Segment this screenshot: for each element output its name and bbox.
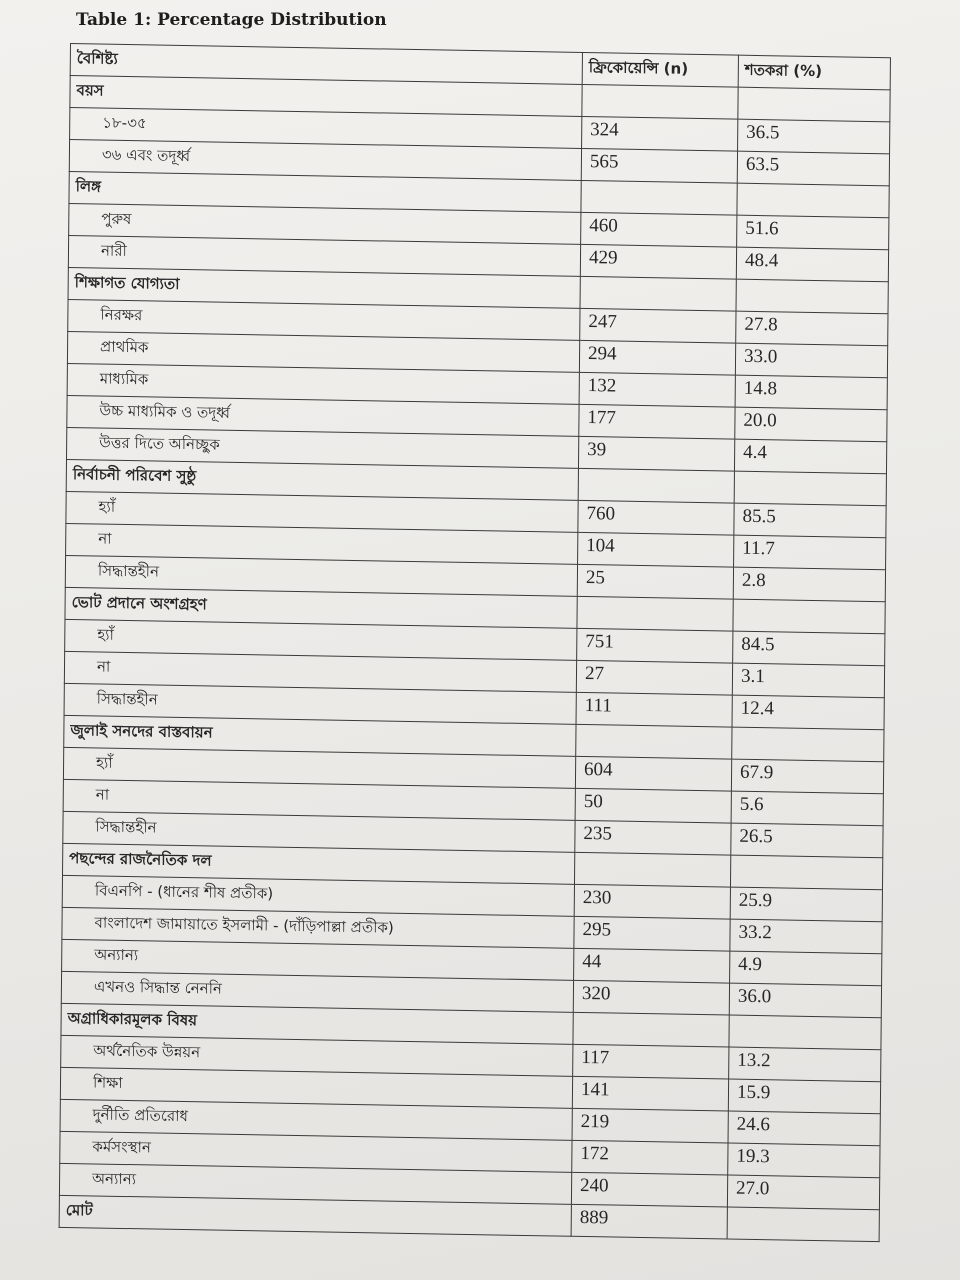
frequency-cell: 219: [572, 1108, 728, 1143]
total-percentage: [727, 1207, 879, 1242]
percentage-cell: [737, 183, 889, 218]
percentage-cell: 36.5: [738, 119, 890, 154]
row-label: প্রাথমিক: [67, 331, 579, 372]
frequency-cell: 295: [574, 916, 730, 951]
frequency-cell: 604: [575, 756, 731, 791]
row-label: অর্থনৈতিক উন্নয়ন: [61, 1035, 573, 1076]
frequency-cell: 240: [571, 1172, 727, 1207]
row-label: কর্মসংস্থান: [60, 1131, 572, 1172]
row-label: বাংলাদেশ জামায়াতে ইসলামী - (দাঁড়িপাল্লা প্রতীক): [62, 907, 574, 948]
frequency-cell: 39: [578, 436, 734, 471]
percentage-cell: 27.0: [727, 1175, 879, 1210]
row-label: হ্যাঁ: [63, 747, 575, 788]
frequency-cell: 104: [578, 532, 734, 567]
frequency-cell: 177: [579, 404, 735, 439]
row-label: সিদ্ধান্তহীন: [64, 683, 576, 724]
percentage-cell: 51.6: [737, 215, 889, 250]
header-characteristic: বৈশিষ্ট্য: [70, 44, 582, 85]
frequency-cell: 44: [574, 948, 730, 983]
frequency-cell: 247: [580, 308, 736, 343]
frequency-cell: 760: [578, 500, 734, 535]
distribution-table: [59, 43, 891, 1242]
frequency-cell: [580, 276, 736, 311]
frequency-cell: 294: [579, 340, 735, 375]
row-label: দুর্নীতি প্রতিরোধ: [60, 1099, 572, 1140]
row-label: নারী: [68, 235, 580, 276]
percentage-cell: 24.6: [728, 1111, 880, 1146]
frequency-cell: [574, 852, 730, 887]
percentage-cell: 19.3: [728, 1143, 880, 1178]
percentage-cell: [734, 471, 886, 506]
percentage-cell: 85.5: [734, 503, 886, 538]
percentage-cell: 3.1: [732, 663, 884, 698]
frequency-cell: 230: [574, 884, 730, 919]
frequency-cell: 172: [572, 1140, 728, 1175]
frequency-cell: 117: [573, 1044, 729, 1079]
frequency-cell: 25: [577, 564, 733, 599]
frequency-cell: 50: [575, 788, 731, 823]
percentage-cell: 4.4: [734, 439, 886, 474]
frequency-cell: [576, 724, 732, 759]
row-label: শিক্ষা: [60, 1067, 572, 1108]
frequency-cell: 27: [576, 660, 732, 695]
percentage-cell: 13.2: [729, 1047, 881, 1082]
frequency-cell: [578, 468, 734, 503]
percentage-cell: 36.0: [729, 983, 881, 1018]
row-label: হ্যাঁ: [66, 491, 578, 532]
percentage-cell: 48.4: [736, 247, 888, 282]
frequency-cell: 320: [573, 980, 729, 1015]
section-label: জুলাই সনদের বাস্তবায়ন: [64, 715, 576, 756]
section-label: বয়স: [70, 76, 582, 117]
frequency-cell: [581, 180, 737, 215]
row-label: অন্যান্য: [59, 1163, 571, 1204]
row-label: নিরক্ষর: [68, 299, 580, 340]
frequency-cell: 429: [580, 244, 736, 279]
percentage-cell: 33.0: [735, 343, 887, 378]
row-label: না: [66, 523, 578, 564]
row-label: ৩৬ এবং তদূর্ধ্ব: [69, 139, 581, 180]
percentage-cell: [733, 599, 885, 634]
frequency-cell: [577, 596, 733, 631]
percentage-cell: 2.8: [733, 567, 885, 602]
row-label: ১৮-৩৫: [70, 108, 582, 149]
frequency-cell: 324: [582, 116, 738, 151]
percentage-cell: 5.6: [731, 791, 883, 826]
row-label: মাধ্যমিক: [67, 363, 579, 404]
section-label: নির্বাচনী পরিবেশ সুষ্ঠু: [66, 459, 578, 500]
percentage-cell: 84.5: [733, 631, 885, 666]
frequency-cell: 235: [575, 820, 731, 855]
row-label: না: [64, 651, 576, 692]
table-body: [59, 44, 890, 1242]
section-label: শিক্ষাগত যোগ্যতা: [68, 267, 580, 308]
frequency-cell: 132: [579, 372, 735, 407]
percentage-cell: [738, 87, 890, 122]
total-label: মোট: [59, 1195, 571, 1236]
percentage-cell: 27.8: [736, 311, 888, 346]
percentage-cell: 11.7: [734, 535, 886, 570]
percentage-cell: 12.4: [732, 695, 884, 730]
row-label: হ্যাঁ: [65, 619, 577, 660]
frequency-cell: 111: [576, 692, 732, 727]
percentage-cell: [736, 279, 888, 314]
percentage-cell: 15.9: [728, 1079, 880, 1114]
total-frequency: 889: [571, 1204, 727, 1239]
frequency-cell: 565: [581, 148, 737, 183]
row-label: এখনও সিদ্ধান্ত নেননি: [61, 971, 573, 1012]
percentage-cell: 20.0: [735, 407, 887, 442]
percentage-cell: 67.9: [731, 759, 883, 794]
frequency-cell: [582, 84, 738, 119]
section-label: পছন্দের রাজনৈতিক দল: [63, 843, 575, 884]
percentage-cell: [729, 1015, 881, 1050]
percentage-cell: 63.5: [737, 151, 889, 186]
section-label: ভোট প্রদানে অংশগ্রহণ: [65, 587, 577, 628]
percentage-cell: 33.2: [730, 919, 882, 954]
frequency-cell: 751: [577, 628, 733, 663]
frequency-cell: 141: [572, 1076, 728, 1111]
row-label: বিএনপি - (ধানের শীষ প্রতীক): [62, 875, 574, 916]
percentage-cell: [732, 727, 884, 762]
section-label: অগ্রাধিকারমূলক বিষয়: [61, 1003, 573, 1044]
header-frequency: ফ্রিকোয়েন্সি (n): [582, 52, 738, 87]
row-label: পুরুষ: [69, 203, 581, 244]
percentage-cell: 25.9: [730, 887, 882, 922]
table-caption: Table 1: Percentage Distribution: [76, 10, 387, 30]
percentage-cell: 26.5: [731, 823, 883, 858]
row-label: না: [63, 779, 575, 820]
section-label: লিঙ্গ: [69, 171, 581, 212]
frequency-cell: 460: [581, 212, 737, 247]
row-label: অন্যান্য: [62, 939, 574, 980]
row-label: উচ্চ মাধ্যমিক ও তদূর্ধ্ব: [67, 395, 579, 436]
frequency-cell: [573, 1012, 729, 1047]
percentage-cell: 4.9: [730, 951, 882, 986]
row-label: উত্তর দিতে অনিচ্ছুক: [67, 427, 579, 468]
percentage-cell: [730, 855, 882, 890]
row-label: সিদ্ধান্তহীন: [63, 811, 575, 852]
row-label: সিদ্ধান্তহীন: [65, 555, 577, 596]
header-percentage: শতকরা (%): [738, 55, 890, 90]
percentage-cell: 14.8: [735, 375, 887, 410]
